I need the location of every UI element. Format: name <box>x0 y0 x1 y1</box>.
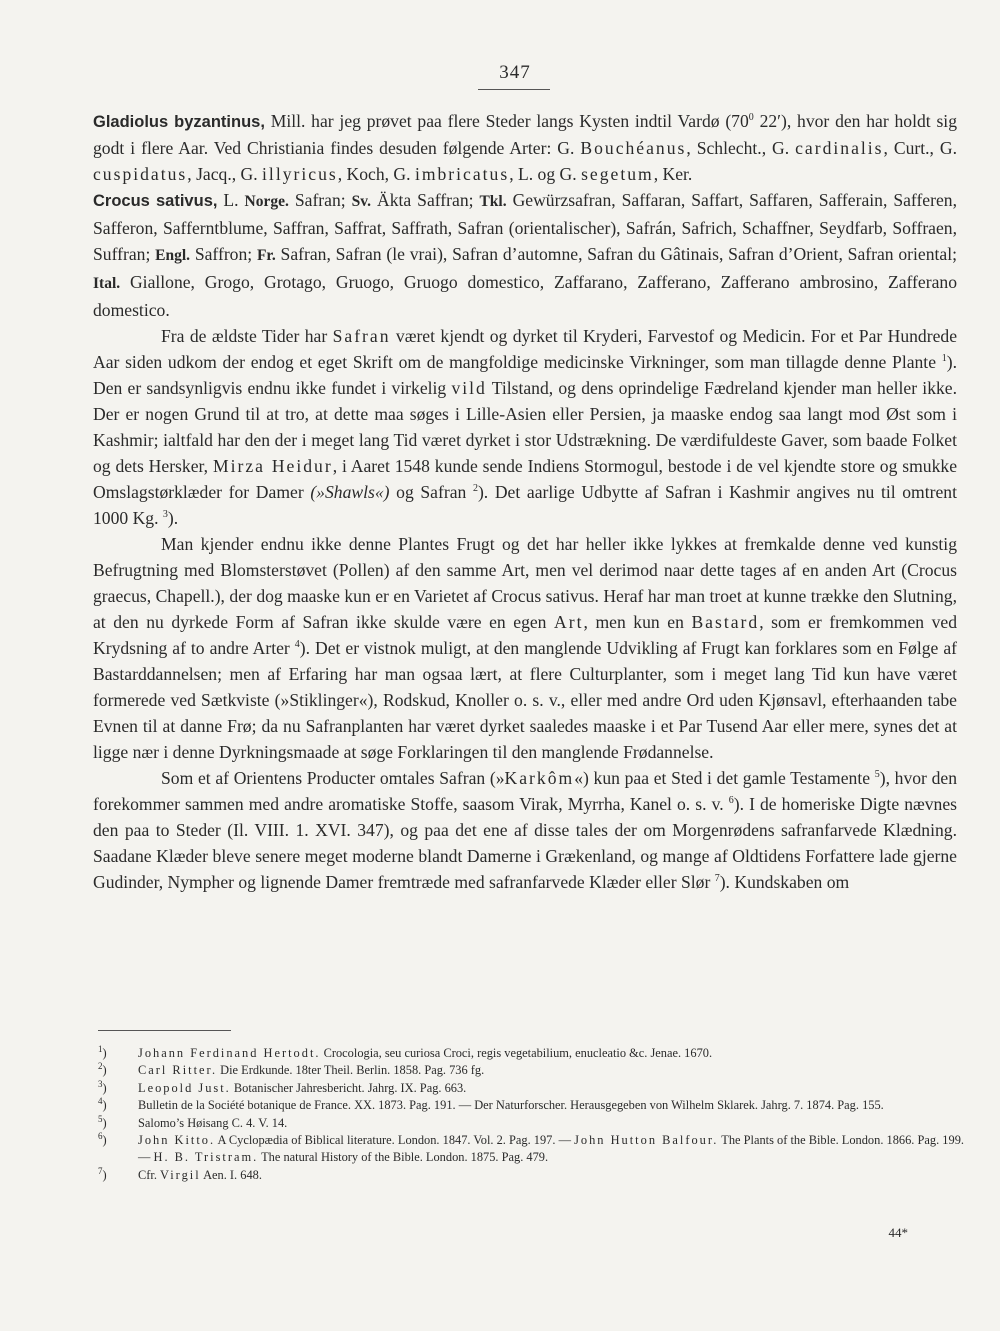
page-number-rule <box>478 89 550 90</box>
language-label: Engl. <box>155 247 191 264</box>
footnote-ref: 0 <box>748 112 754 124</box>
paragraph-gladiolus <box>93 108 957 187</box>
paragraph-fruit <box>93 531 957 765</box>
spaced-text: John Hutton Balfour. <box>574 1133 719 1148</box>
text-run: Salomo’s Høisang C. 4. V. 14. <box>138 1115 288 1130</box>
page-number: 347 <box>499 62 531 83</box>
footnotes <box>98 1045 964 1184</box>
text-run: Mill. har jeg prøvet paa flere Steder langs Kysten indtil Vardø (70 <box>264 111 749 131</box>
text-run: ), hvor den forekommer sammen med andre aromatiske Stoffe, saasom Virak, Myrrha, Kanel o. s. v. <box>93 768 957 814</box>
text-run: , men kun en <box>583 612 692 632</box>
signature-mark: 44* <box>888 1225 908 1240</box>
language-label: Tkl. <box>479 193 507 210</box>
spaced-text: Virgil <box>160 1167 201 1182</box>
footnote-ref: 5 <box>874 769 880 781</box>
text-run: ). <box>167 508 179 528</box>
language-label: Fr. <box>256 247 276 264</box>
text-run: Botanischer Jahresbericht. Jahrg. IX. Pag. 663. <box>230 1080 467 1095</box>
language-label: Sv. <box>351 193 372 210</box>
footnote-number: 4 <box>98 1096 103 1107</box>
text-run: ). Kundskaben om <box>719 872 850 892</box>
text-run: 22′), hvor den har holdt sig godt i flere Aar. Ved Christiania findes desuden følgende Arter: G. <box>93 111 957 158</box>
spaced-text: H. B. Tristram. <box>153 1150 259 1165</box>
text-run: ). Den er sandsynligvis endnu ikke fundet i virkelig <box>93 352 957 398</box>
footnote-mark: $^3$) <box>98 1078 107 1095</box>
footnote-ref: 1 <box>941 353 947 365</box>
footnote-number: 2 <box>98 1061 103 1072</box>
text-run: og Safran <box>389 482 473 502</box>
footnote <box>98 1097 964 1114</box>
footnote-number: 5 <box>98 1113 103 1124</box>
spaced-text: John Kitto. <box>138 1133 216 1148</box>
footnote-text <box>138 1062 964 1079</box>
footnote-text <box>138 1132 964 1167</box>
text-run: L. <box>217 190 245 210</box>
text-run: , som er fremkommen ved Krydsning af to andre Arter <box>93 612 958 658</box>
footnote-text <box>138 1167 964 1184</box>
footnote <box>98 1115 964 1132</box>
footnote-text <box>138 1045 964 1062</box>
footnote-mark: $^2$) <box>98 1061 107 1078</box>
text-run: Äkta Saffran; <box>371 190 480 210</box>
footnote-ref: 3 <box>162 509 168 521</box>
footnote <box>98 1132 964 1167</box>
text-run: Tilstand, og dens oprindelige Fædreland kjender man heller ikke. Der er nogen Grund til at tro, at dette maa søges i Lille-Asien eller Persien, ja maaske endog saa langt mod Øst som i Kashmir; ialtfald har den der i meget lang Tid været dyrket i stor Udstrækning. De værdifuldeste Gaver, som baade Folket og dets Hersker, <box>93 378 957 476</box>
spaced-text: Mirza Heidur <box>212 456 333 476</box>
footnote-number: 1 <box>98 1043 103 1054</box>
footnote-mark: $^6$) <box>98 1130 107 1148</box>
spaced-text: vild <box>451 378 487 398</box>
text-run: ). Det aarlige Udbytte af Safran i Kashmir angives nu til omtrent 1000 Kg. <box>93 482 957 528</box>
footnote-text <box>138 1115 964 1132</box>
spaced-text: Bastard <box>691 612 760 632</box>
text-run: Crocologia, seu curiosa Croci, regis vegetabilium, enucleatio &c. Jenae. 1670. <box>320 1046 713 1060</box>
footnote-number: 7 <box>98 1165 103 1176</box>
paragraph-crocus-names <box>93 187 957 323</box>
footnote-mark: $^5$) <box>98 1113 107 1130</box>
text-run: Fra de ældste Tider har <box>161 326 333 346</box>
text-run: Bulletin de la Société botanique de France. XX. 1873. Pag. 191. — Der Naturforscher. Herausgegeben von Wilhelm Sklarek. Jahrg. 7. 1874. Pag. 155. <box>138 1098 884 1113</box>
footnote <box>98 1080 964 1097</box>
text-run: , L. og G. <box>509 164 582 184</box>
language-label: Ital. <box>93 275 121 292</box>
footnote <box>98 1167 964 1184</box>
footnote-ref: 4 <box>294 639 300 651</box>
text-run: , Koch, G. <box>337 164 415 184</box>
footnote-mark: $^7$) <box>98 1165 107 1182</box>
spaced-text: Bouchéanus <box>580 138 687 158</box>
language-label: Norge. <box>244 193 289 210</box>
footnote-mark: $^4$) <box>98 1096 107 1113</box>
spaced-text: Johann Ferdinand Hertodt. <box>138 1046 321 1060</box>
footnote-ref: 2 <box>472 483 478 495</box>
text-run: Safran; <box>288 190 352 210</box>
text-run: ). I de homeriske Digte nævnes den paa to Steder (Il. VIII. 1. XVI. 347), og paa det ene af disse tales der om Morgenrødens safranfarvede Klædning. Saadane Klæder bleve senere meget moderne blandt Damerne i Grækenland, og mange af Oldtidens Forfattere lade gjerne Gudinder, Nympher og lignende Damer fremtræde med safranfarvede Klæder eller Slør <box>93 794 957 892</box>
spaced-text: Karkôm <box>504 768 575 788</box>
footnote-ref: 7 <box>714 873 720 885</box>
footnote <box>98 1045 964 1062</box>
spaced-text: Carl Ritter. <box>138 1063 218 1078</box>
text-run: Cfr. <box>138 1167 161 1182</box>
text-run: ). Det er vistnok muligt, at den manglende Udvikling af Frugt kan forklares som en Følge af Bastarddannelsen; men af Erfaring har man ogsaa lært, at flere Culturplanter, som i meget lang Tid kun have været formerede ved Sætkviste (»Stiklinger«), Rodskud, Knoller o. s. v., eller med andre Ord uden Kjønsavl, efterhaanden tabe Evnen til at danne Frø; da nu Safranplanten har været dyrket saaledes maaske i et Par Tusend Aar eller mere, synes det at ligge nær i denne Dyrkningsmaade at søge Forklaringen til den manglende Frødannelse. <box>93 638 957 762</box>
text-run: Aen. I. 648. <box>200 1167 262 1182</box>
text-run: The Plants of the Bible. London. 1866. Pag. 199. — <box>138 1133 964 1165</box>
text-run: Die Erdkunde. 18ter Theil. Berlin. 1858. Pag. 736 fg. <box>217 1063 485 1078</box>
spaced-text: Safran <box>332 326 391 346</box>
footnote-text <box>138 1097 964 1114</box>
text-run: «) kun paa et Sted i det gamle Testamente <box>574 768 875 788</box>
text-run: , Curt., G. <box>883 138 958 158</box>
text-run: The natural History of the Bible. London. 1875. Pag. 479. <box>258 1150 549 1165</box>
italic-text: (»Shawls«) <box>310 482 390 502</box>
spaced-text: cardinalis <box>795 138 884 158</box>
text-run: , Ker. <box>653 164 693 184</box>
spaced-text: illyricus <box>262 164 338 184</box>
spaced-text: cuspidatus <box>93 164 188 184</box>
text-run: Gewürzsafran, Saffaran, Saffart, Saffaren, Safferain, Safferen, Safferon, Safferntblume, Saffran, Saffrat, Saffrath, Safran (orientalischer), Safrán, Safrich, Schaffner, Seydfarb, Soffraen, Suffran; <box>93 190 957 264</box>
paragraph-history <box>93 323 957 531</box>
footnote-text <box>138 1080 964 1097</box>
text-run: , Jacq., G. <box>187 164 263 184</box>
footnote-number: 6 <box>98 1130 103 1141</box>
text-run: Saffron; <box>190 244 257 264</box>
text-run: A Cyclopædia of Biblical literature. London. 1847. Vol. 2. Pag. 197. — <box>215 1133 575 1148</box>
species-heading: Crocus sativus, <box>93 192 218 210</box>
spaced-text: Art <box>554 612 584 632</box>
text-run: Som et af Orientens Producter omtales Safran (» <box>161 768 505 788</box>
spaced-text: imbricatus <box>414 164 510 184</box>
text-run: Safran, Safran (le vrai), Safran d’automne, Safran du Gâtinais, Safran d’Orient, Safran oriental; <box>275 244 958 264</box>
footnote-mark: $^1$) <box>98 1043 107 1060</box>
species-heading: Gladiolus byzantinus, <box>93 113 265 131</box>
footnote-number: 3 <box>98 1078 103 1089</box>
paragraph-orient <box>93 765 957 895</box>
footnote <box>98 1062 964 1079</box>
footnote-separator <box>98 1030 231 1031</box>
spaced-text: Leopold Just. <box>138 1080 231 1095</box>
text-run: Giallone, Grogo, Grotago, Gruogo, Gruogo domestico, Zaffarano, Zafferano, Zafferano ambrosino, Zafferano domestico. <box>93 272 957 320</box>
text-run: været kjendt og dyrket til Kryderi, Farvestof og Medicin. For et Par Hundrede Aar siden udkom der endog et eget Skrift om de mangfoldige medicinske Virkninger, som man tillagde denne Plante <box>93 326 958 372</box>
footnote-ref: 6 <box>728 795 734 807</box>
text-run: Man kjender endnu ikke denne Plantes Frugt og det har heller ikke lykkes at fremkalde denne ved kunstig Befrugtning med Blomsterstøvet (Pollen) af den samme Art, men vel derimod naar dette tages af en anden Art (Crocus graecus, Chapell.), der dog maaske kun er en Varietet af Crocus sativus. Heraf har man troet at kunne trække den Slutning, at den nu dyrkede Form af Safran ikke skulde være en egen <box>93 534 957 632</box>
text-run: , Schlecht., G. <box>686 138 796 158</box>
body-text <box>93 108 957 895</box>
text-run: , i Aaret 1548 kunde sende Indiens Stormogul, bestode i de vel kjendte store og smukke Omslagstørklæder for Damer <box>93 456 957 502</box>
spaced-text: segetum <box>581 164 654 184</box>
